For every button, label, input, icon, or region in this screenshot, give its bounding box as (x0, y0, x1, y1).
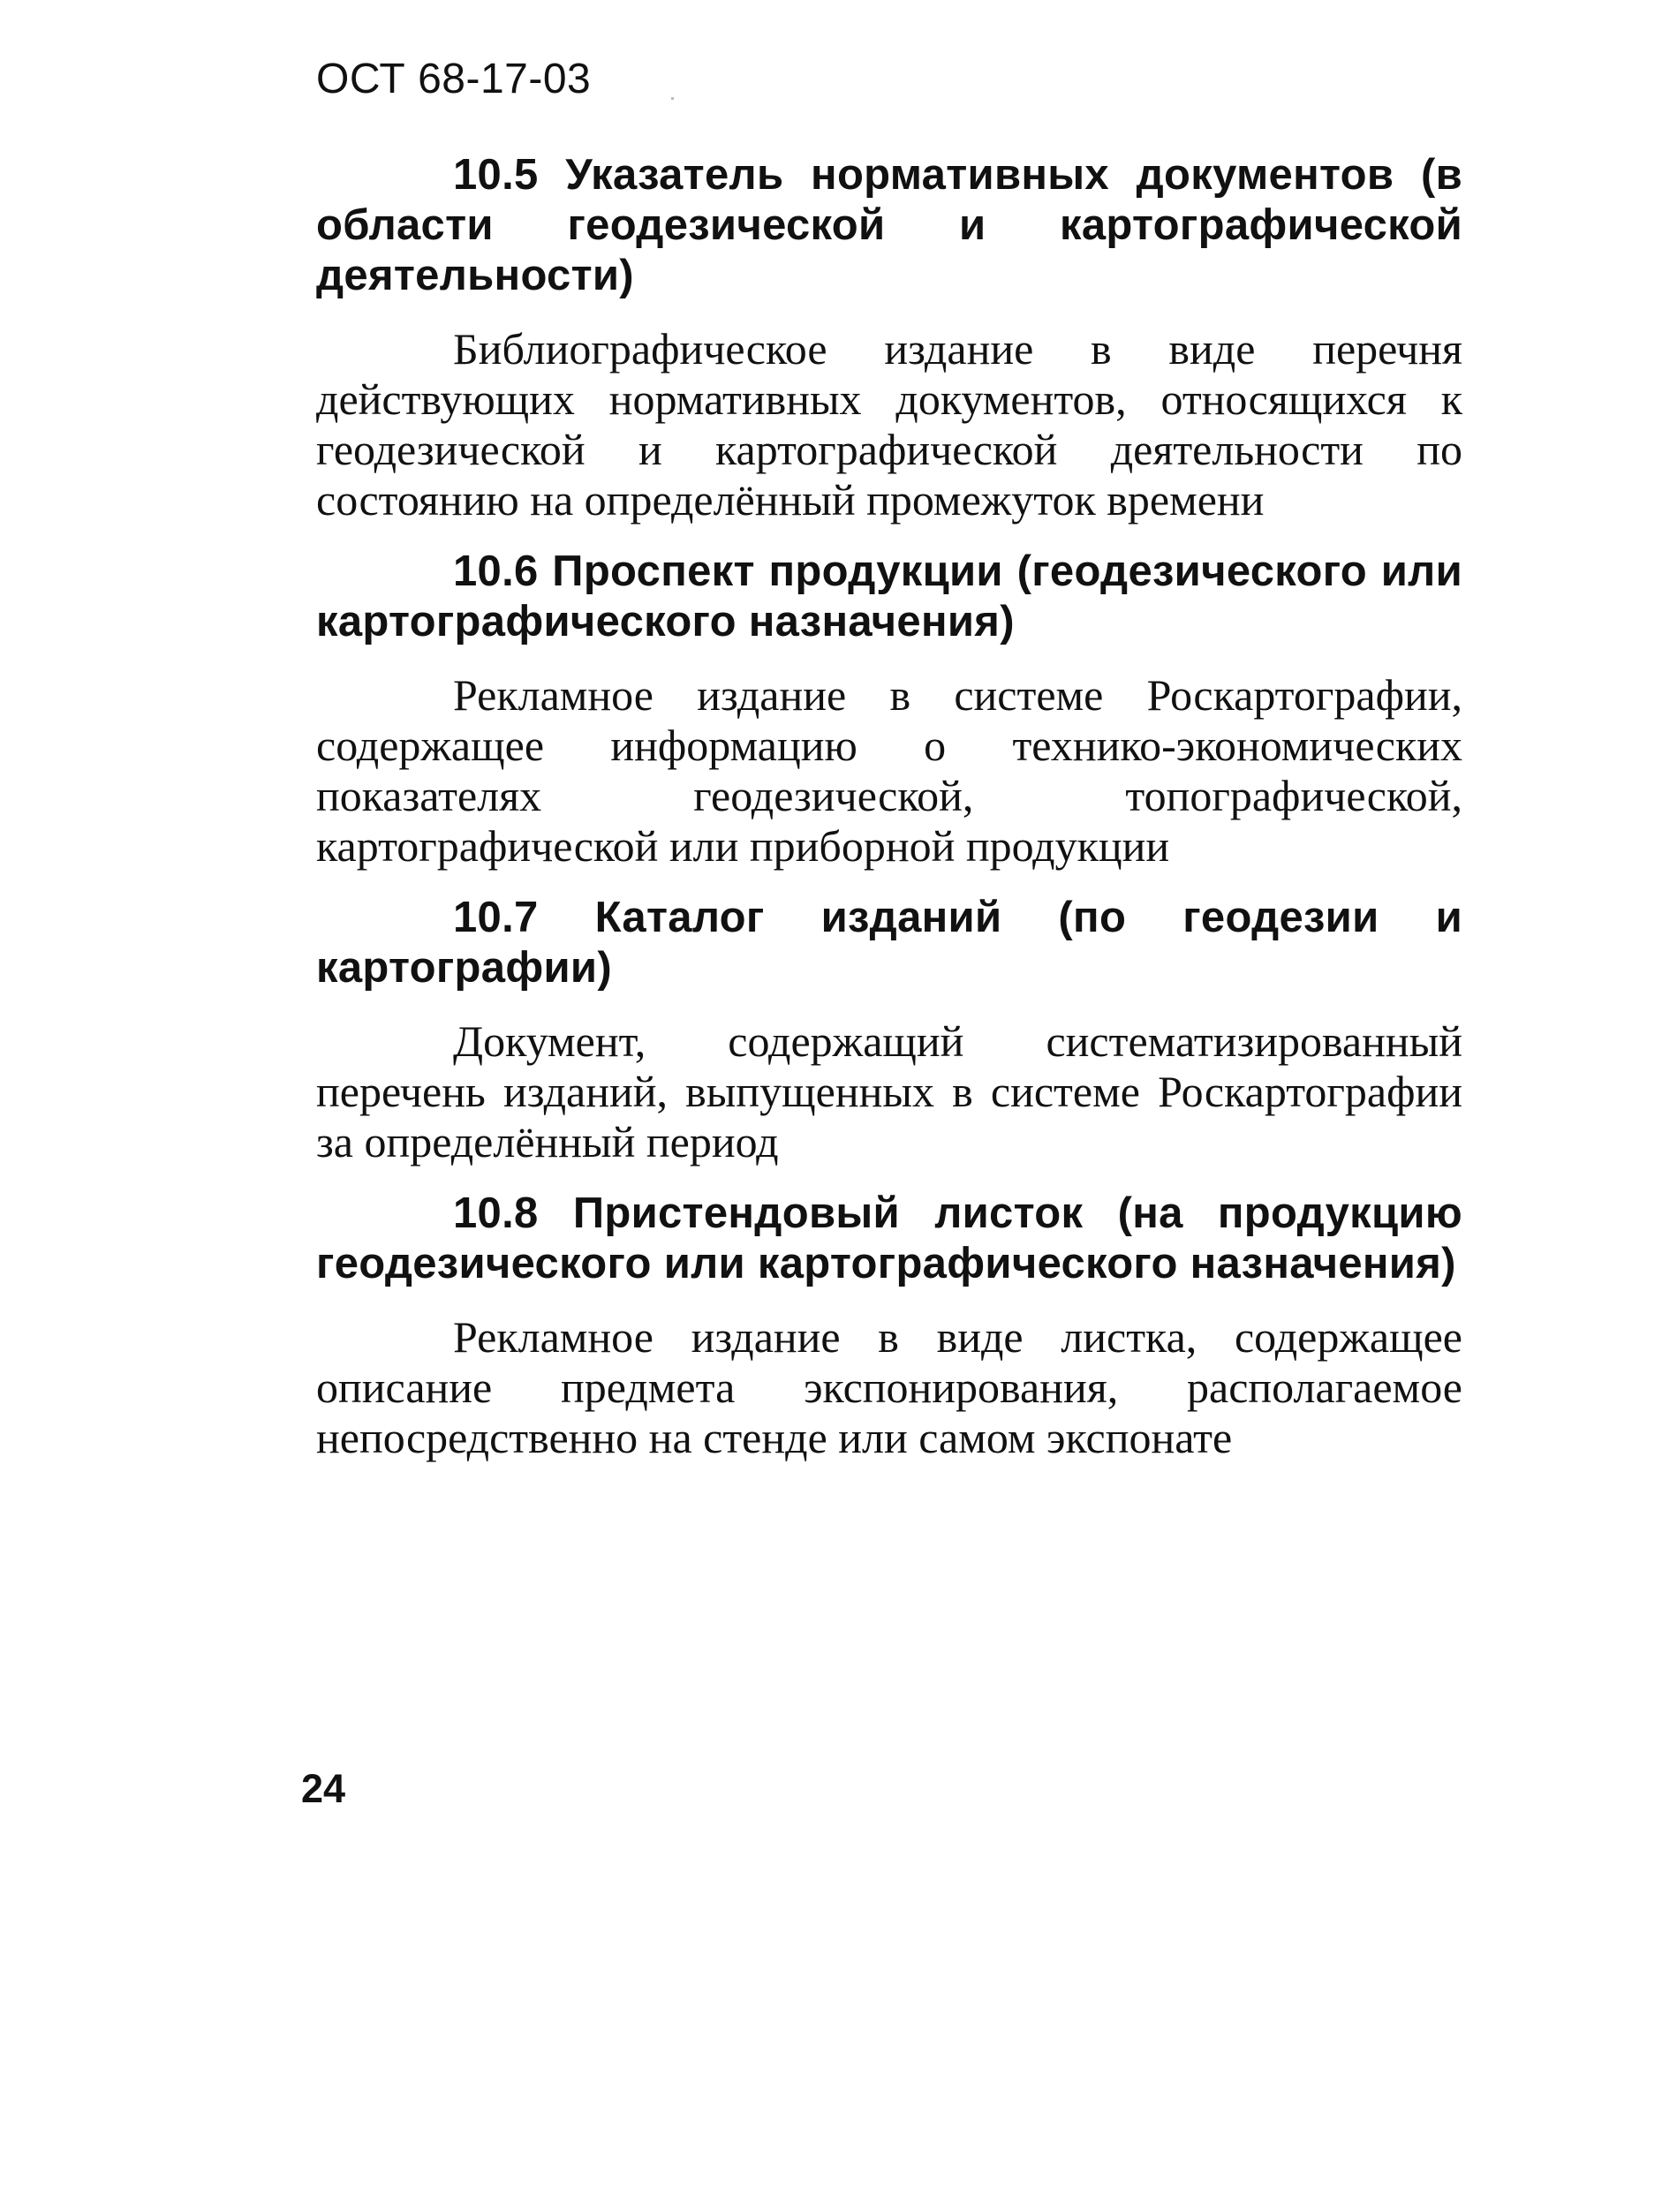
term-section-10-8 (316, 1189, 1462, 1463)
term-definition: Документ, содержащий систематизированный перечень изданий, выпущенных в системе Роскартографии за определённый период (316, 1016, 1462, 1166)
term-section-10-6 (316, 547, 1462, 872)
document-code: ОСТ 68-17-03 (316, 56, 592, 102)
scan-speck (671, 97, 674, 100)
term-definition: Рекламное издание в виде листка, содержащее описание предмета экспонирования, располагаемое непосредственно на стенде или самом экспонате (316, 1312, 1462, 1462)
term-section-10-5 (316, 150, 1462, 525)
term-section-10-7 (316, 893, 1462, 1167)
term-definition: Рекламное издание в системе Роскартографии, содержащее информацию о технико-экономических показателях геодезической, топографической, картографической или приборной продукции (316, 670, 1462, 871)
term-title: 10.5 Указатель нормативных документов (в области геодезической и картографической деятельности) (316, 151, 1462, 299)
term-title: 10.6 Проспект продукции (геодезического или картографического назначения) (316, 547, 1462, 645)
term-definition: Библиографическое издание в виде перечня действующих нормативных документов, относящихся к геодезической и картографической деятельности по состоянию на определённый промежуток времени (316, 324, 1462, 525)
term-title: 10.7 Каталог изданий (по геодезии и картографии) (316, 894, 1462, 992)
page-number: 24 (301, 1766, 346, 1811)
term-title: 10.8 Пристендовый листок (на продукцию геодезического или картографического назначения) (316, 1189, 1462, 1287)
document-body (316, 150, 1462, 1463)
